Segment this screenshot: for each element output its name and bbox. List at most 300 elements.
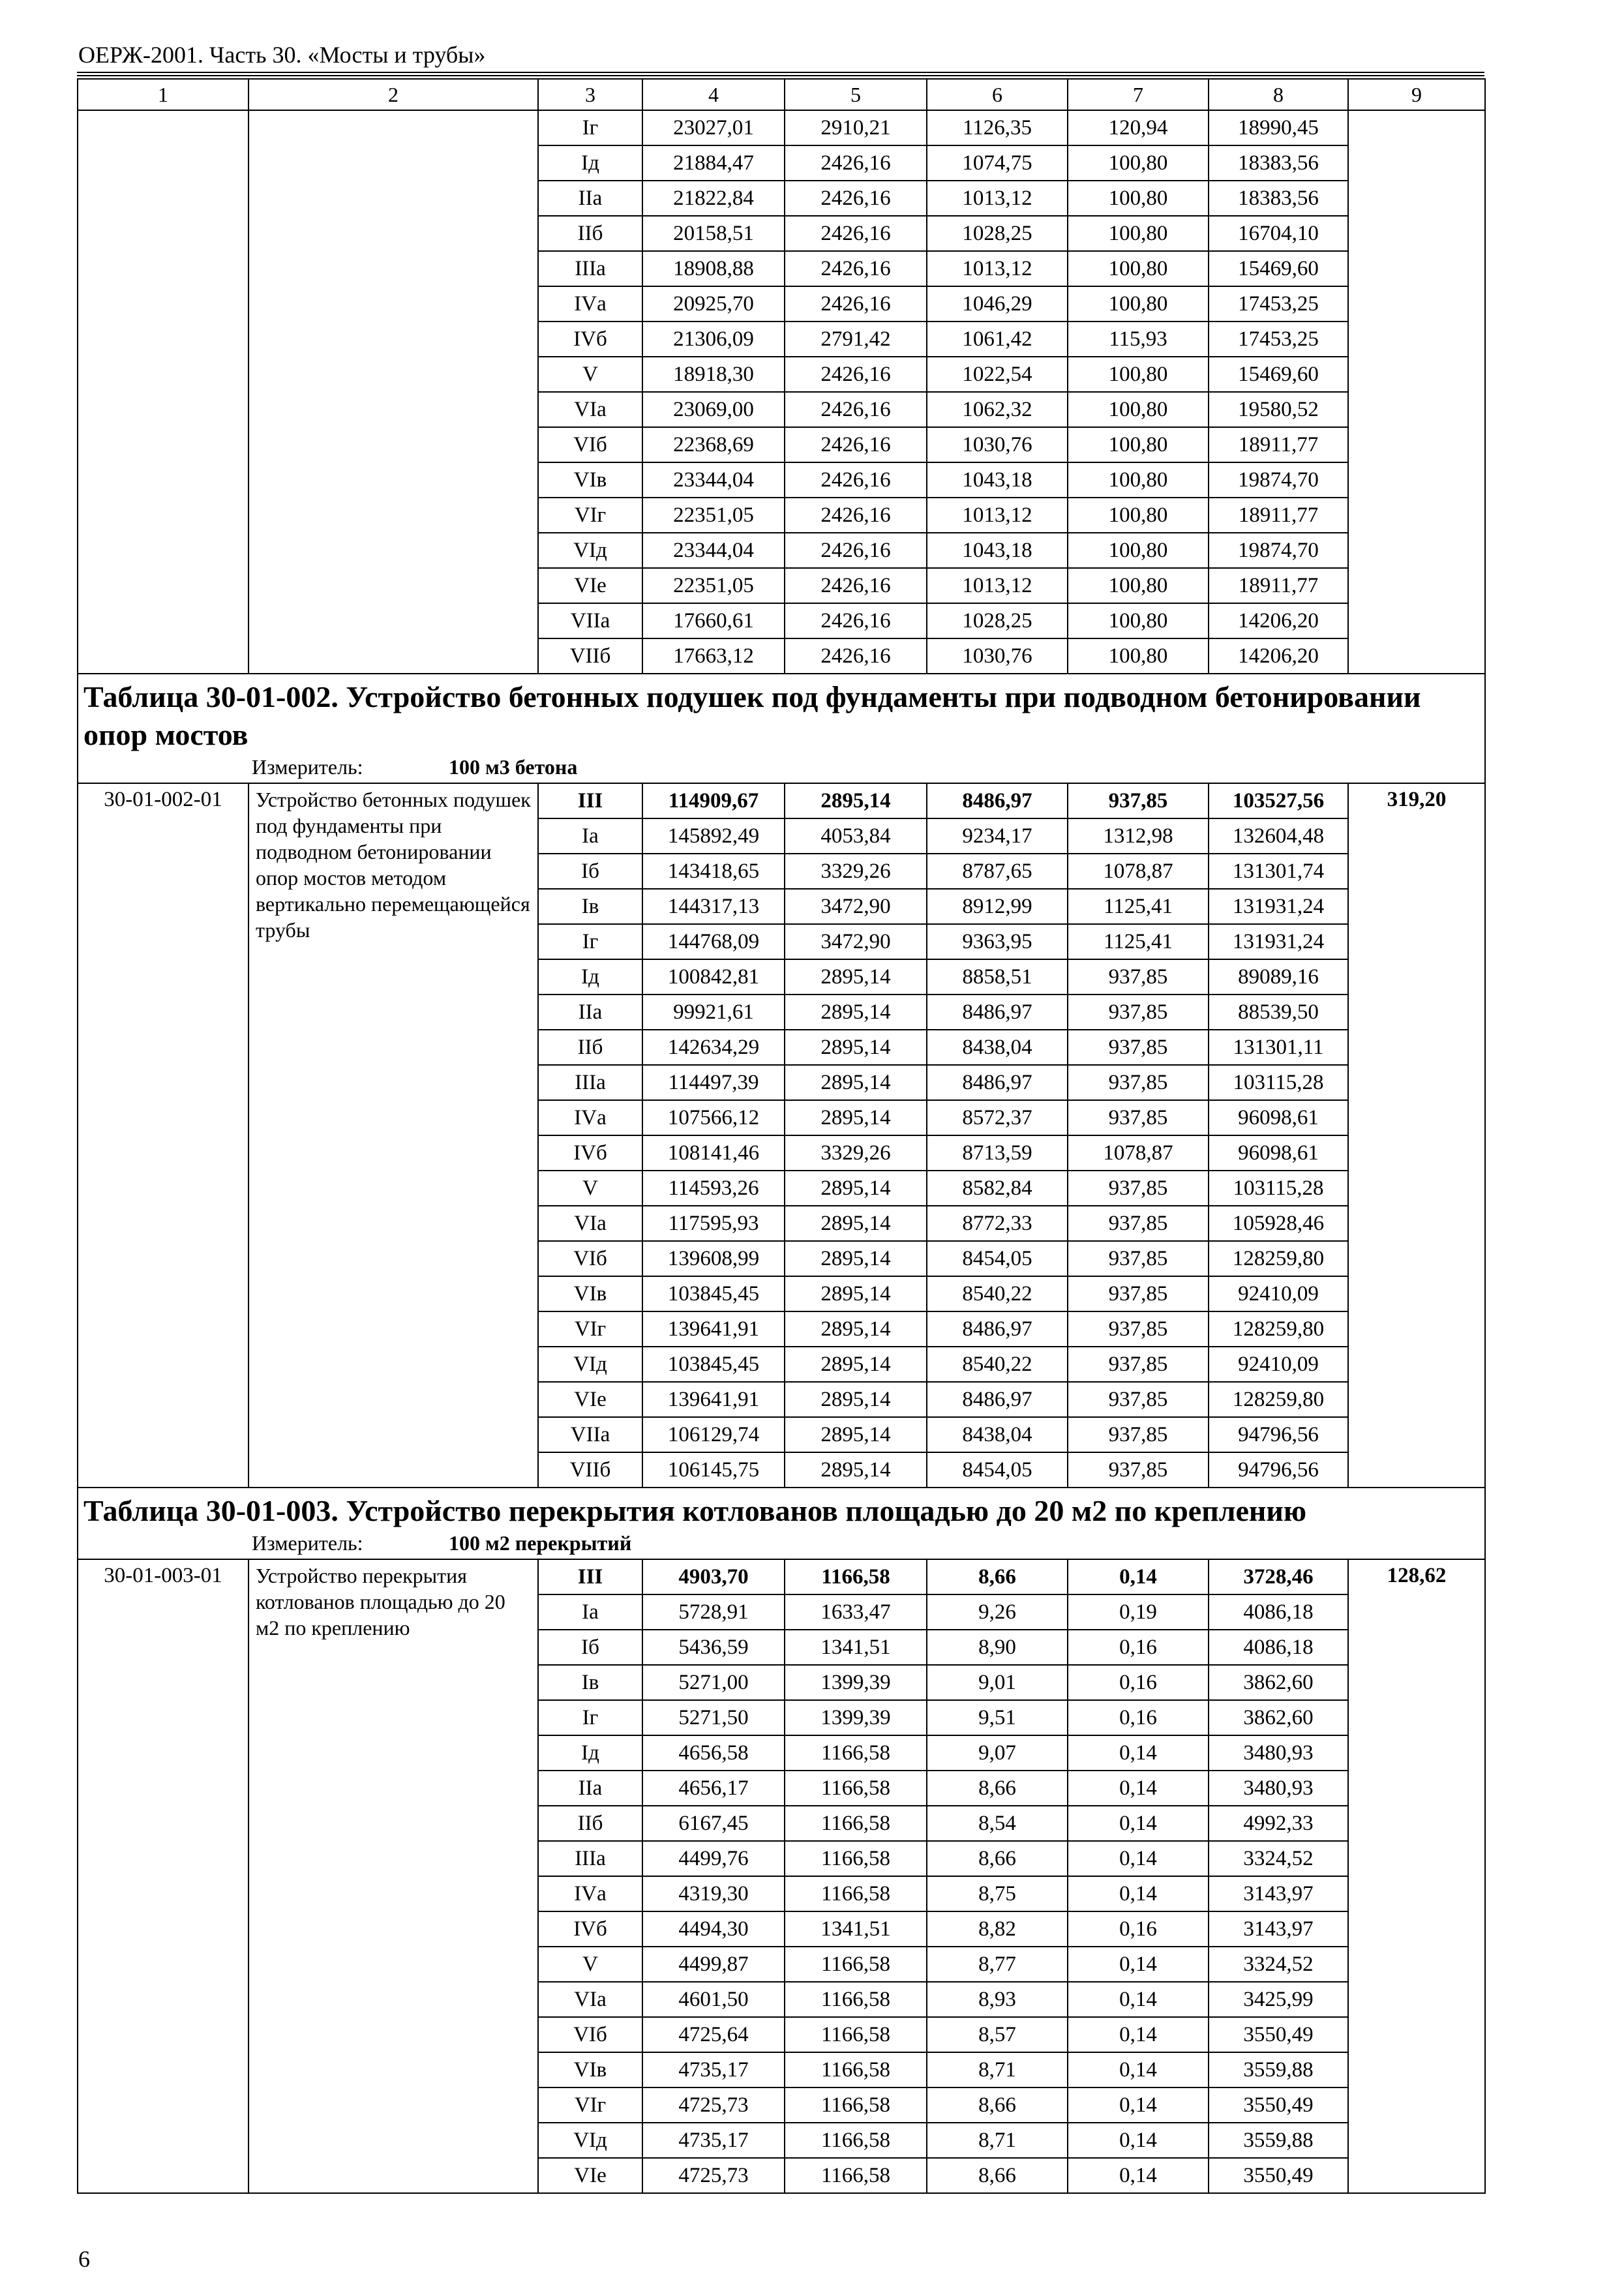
machinist-wages: 100,80 [1068,392,1209,427]
direct-costs: 114593,26 [642,1171,785,1206]
machinist-wages: 937,85 [1068,1452,1209,1488]
meter-line [83,754,1479,780]
materials-cost: 3550,49 [1209,2017,1348,2052]
labor-wages: 2895,14 [785,1452,927,1488]
labor-wages: 2791,42 [785,322,927,357]
code-cell-empty [78,110,248,674]
machinist-wages: 937,85 [1068,959,1209,995]
machinist-wages: 0,14 [1068,1735,1209,1771]
machine-costs: 1028,25 [927,216,1068,251]
machine-costs: 9,01 [927,1665,1068,1700]
machine-costs: 9363,95 [927,924,1068,959]
territorial-class: IVб [538,1135,642,1171]
direct-costs: 5271,50 [642,1700,785,1735]
meter-value: 100 м2 перекрытий [449,1531,632,1555]
machinist-wages: 1078,87 [1068,1135,1209,1171]
labor-wages: 1166,58 [785,1806,927,1841]
materials-cost: 18911,77 [1209,568,1348,603]
direct-costs: 4903,70 [642,1559,785,1594]
direct-costs: 18908,88 [642,251,785,286]
machinist-wages: 0,14 [1068,1876,1209,1911]
labor-wages: 3329,26 [785,854,927,889]
territorial-class: Iв [538,1665,642,1700]
direct-costs: 99921,61 [642,995,785,1030]
direct-costs: 17660,61 [642,603,785,638]
direct-costs: 4656,17 [642,1771,785,1806]
direct-costs: 4735,17 [642,2052,785,2087]
column-number: 3 [538,79,642,110]
direct-costs: 144768,09 [642,924,785,959]
rate-code: 30-01-003-01 [78,1559,248,2193]
labor-wages: 2895,14 [785,1100,927,1135]
labor-wages: 2895,14 [785,1206,927,1241]
machine-costs: 9,51 [927,1700,1068,1735]
machinist-wages: 0,14 [1068,2123,1209,2158]
labor-wages: 2426,16 [785,533,927,568]
direct-costs: 103845,45 [642,1276,785,1311]
machine-costs: 1028,25 [927,603,1068,638]
territorial-class: VIд [538,2123,642,2158]
machine-costs: 1013,12 [927,498,1068,533]
table-title: Таблица 30-01-003. Устройство перекрытия котлованов площадью до 20 м2 по креплению [83,1494,1307,1527]
direct-costs: 6167,45 [642,1806,785,1841]
direct-costs: 22351,05 [642,498,785,533]
materials-cost: 88539,50 [1209,995,1348,1030]
machinist-wages: 100,80 [1068,181,1209,216]
machinist-wages: 100,80 [1068,251,1209,286]
materials-cost: 4992,33 [1209,1806,1348,1841]
direct-costs: 143418,65 [642,854,785,889]
machinist-wages: 100,80 [1068,357,1209,392]
machinist-wages: 0,14 [1068,2052,1209,2087]
direct-costs: 4725,73 [642,2158,785,2193]
direct-costs: 4499,76 [642,1841,785,1876]
labor-wages: 2426,16 [785,462,927,498]
materials-cost: 3324,52 [1209,1841,1348,1876]
machine-costs: 1022,54 [927,357,1068,392]
labor-wages: 2895,14 [785,1030,927,1065]
direct-costs: 17663,12 [642,638,785,674]
meter-value: 100 м3 бетона [449,755,578,779]
materials-cost: 94796,56 [1209,1417,1348,1452]
direct-costs: 5271,00 [642,1665,785,1700]
direct-costs: 4499,87 [642,1947,785,1982]
direct-costs: 139608,99 [642,1241,785,1276]
materials-cost: 19874,70 [1209,533,1348,568]
materials-cost: 15469,60 [1209,251,1348,286]
direct-costs: 23069,00 [642,392,785,427]
machine-costs: 8486,97 [927,1382,1068,1417]
labor-wages: 2895,14 [785,783,927,818]
labor-wages: 4053,84 [785,818,927,854]
territorial-class: VIа [538,392,642,427]
machinist-wages: 100,80 [1068,462,1209,498]
page-number: 6 [78,2246,90,2272]
header-rule [77,72,1484,73]
machinist-wages: 0,14 [1068,1982,1209,2017]
territorial-class: Iб [538,854,642,889]
territorial-class: Iг [538,1700,642,1735]
direct-costs: 4656,58 [642,1735,785,1771]
materials-cost: 14206,20 [1209,603,1348,638]
materials-cost: 4086,18 [1209,1630,1348,1665]
territorial-class: VIе [538,568,642,603]
labor-wages: 1166,58 [785,2087,927,2123]
machinist-wages: 0,14 [1068,2017,1209,2052]
machinist-wages: 937,85 [1068,1417,1209,1452]
machinist-wages: 937,85 [1068,995,1209,1030]
machinist-wages: 1078,87 [1068,854,1209,889]
direct-costs: 4601,50 [642,1982,785,2017]
machinist-wages: 100,80 [1068,498,1209,533]
materials-cost: 131931,24 [1209,889,1348,924]
machinist-wages: 1125,41 [1068,889,1209,924]
labor-total: 128,62 [1348,1559,1485,2193]
materials-cost: 17453,25 [1209,286,1348,322]
territorial-class: IIIа [538,1841,642,1876]
table-title: Таблица 30-01-002. Устройство бетонных подушек под фундаменты при подводном бетонировании опор мостов [83,680,1421,751]
labor-wages: 1166,58 [785,1947,927,1982]
labor-wages: 2426,16 [785,638,927,674]
direct-costs: 5728,91 [642,1594,785,1630]
territorial-class: VIа [538,1206,642,1241]
labor-wages: 1166,58 [785,2158,927,2193]
machine-costs: 1046,29 [927,286,1068,322]
labor-wages: 2426,16 [785,498,927,533]
materials-cost: 128259,80 [1209,1382,1348,1417]
machine-costs: 1013,12 [927,181,1068,216]
labor-wages: 1633,47 [785,1594,927,1630]
column-number: 6 [927,79,1068,110]
labor-wages: 2895,14 [785,1241,927,1276]
machinist-wages: 937,85 [1068,783,1209,818]
materials-cost: 3425,99 [1209,1982,1348,2017]
direct-costs: 107566,12 [642,1100,785,1135]
territorial-class: VIб [538,2017,642,2052]
machine-costs: 8,71 [927,2123,1068,2158]
machinist-wages: 0,16 [1068,1665,1209,1700]
machine-costs: 8486,97 [927,1311,1068,1347]
machine-costs: 8454,05 [927,1452,1068,1488]
machinist-wages: 937,85 [1068,1065,1209,1100]
machinist-wages: 937,85 [1068,1100,1209,1135]
territorial-class: V [538,1947,642,1982]
table-section-cell [78,674,1485,783]
direct-costs: 139641,91 [642,1382,785,1417]
machine-costs: 9,26 [927,1594,1068,1630]
rate-row [78,110,1485,145]
rates-table [77,78,1486,2194]
labor-wages: 2426,16 [785,392,927,427]
labor-wages: 1166,58 [785,1982,927,2017]
labor-wages: 2895,14 [785,1171,927,1206]
territorial-class: V [538,357,642,392]
materials-cost: 3143,97 [1209,1911,1348,1947]
machinist-wages: 0,19 [1068,1594,1209,1630]
machinist-wages: 100,80 [1068,427,1209,462]
materials-cost: 131301,11 [1209,1030,1348,1065]
direct-costs: 145892,49 [642,818,785,854]
machine-costs: 8,93 [927,1982,1068,2017]
materials-cost: 132604,48 [1209,818,1348,854]
direct-costs: 114497,39 [642,1065,785,1100]
running-header: ОЕРЖ-2001. Часть 30. «Мосты и трубы» [78,42,486,68]
header-rule-second [77,75,1484,76]
machinist-wages: 0,14 [1068,2087,1209,2123]
territorial-class: Iг [538,110,642,145]
materials-cost: 18383,56 [1209,145,1348,181]
territorial-class: Iб [538,1630,642,1665]
machinist-wages: 937,85 [1068,1206,1209,1241]
territorial-class: VIа [538,1982,642,2017]
territorial-class: IIа [538,181,642,216]
territorial-class: VIIа [538,603,642,638]
labor-wages: 2895,14 [785,959,927,995]
machinist-wages: 100,80 [1068,145,1209,181]
direct-costs: 4725,73 [642,2087,785,2123]
labor-wages: 1341,51 [785,1630,927,1665]
table-section-header [78,674,1485,783]
materials-cost: 96098,61 [1209,1100,1348,1135]
territorial-class: IVб [538,322,642,357]
territorial-class: V [538,1171,642,1206]
machinist-wages: 100,80 [1068,638,1209,674]
materials-cost: 3559,88 [1209,2052,1348,2087]
territorial-class: VIв [538,2052,642,2087]
materials-cost: 103527,56 [1209,783,1348,818]
machinist-wages: 0,14 [1068,1947,1209,1982]
territorial-class: IVа [538,1100,642,1135]
labor-wages: 2895,14 [785,1417,927,1452]
territorial-class: VIг [538,2087,642,2123]
materials-cost: 3862,60 [1209,1700,1348,1735]
materials-cost: 3550,49 [1209,2087,1348,2123]
territorial-class: IIб [538,216,642,251]
labor-wages: 2426,16 [785,286,927,322]
labor-wages: 1166,58 [785,1735,927,1771]
machine-costs: 8,77 [927,1947,1068,1982]
territorial-class: VIIа [538,1417,642,1452]
direct-costs: 22368,69 [642,427,785,462]
territorial-class: Iа [538,818,642,854]
labor-wages: 2910,21 [785,110,927,145]
machine-costs: 1030,76 [927,427,1068,462]
materials-cost: 3550,49 [1209,2158,1348,2193]
machinist-wages: 0,16 [1068,1700,1209,1735]
materials-cost: 105928,46 [1209,1206,1348,1241]
materials-cost: 18990,45 [1209,110,1348,145]
labor-wages: 2895,14 [785,1065,927,1100]
materials-cost: 18911,77 [1209,427,1348,462]
materials-cost: 3480,93 [1209,1735,1348,1771]
table-section-header [78,1488,1485,1559]
machinist-wages: 100,80 [1068,216,1209,251]
materials-cost: 18911,77 [1209,498,1348,533]
materials-cost: 3143,97 [1209,1876,1348,1911]
territorial-class: III [538,783,642,818]
meter-label: Измеритель: [252,1531,363,1555]
machinist-wages: 937,85 [1068,1276,1209,1311]
materials-cost: 19580,52 [1209,392,1348,427]
direct-costs: 23344,04 [642,533,785,568]
column-number-row [78,79,1485,110]
labor-wages: 2895,14 [785,1311,927,1347]
column-number: 9 [1348,79,1485,110]
materials-cost: 17453,25 [1209,322,1348,357]
labor-wages: 1166,58 [785,1876,927,1911]
column-number: 5 [785,79,927,110]
territorial-class: VIе [538,2158,642,2193]
rates-table-body [78,79,1485,2193]
territorial-class: IVа [538,286,642,322]
rate-row [78,1559,1485,1594]
labor-wages: 2895,14 [785,1382,927,1417]
materials-cost: 3728,46 [1209,1559,1348,1594]
materials-cost: 4086,18 [1209,1594,1348,1630]
direct-costs: 21306,09 [642,322,785,357]
labor-wages: 2426,16 [785,216,927,251]
machine-costs: 1062,32 [927,392,1068,427]
machine-costs: 8,57 [927,2017,1068,2052]
labor-wages: 1399,39 [785,1665,927,1700]
territorial-class: Iа [538,1594,642,1630]
machinist-wages: 937,85 [1068,1347,1209,1382]
machine-costs: 8912,99 [927,889,1068,924]
materials-cost: 19874,70 [1209,462,1348,498]
labor-wages: 1166,58 [785,2052,927,2087]
machine-costs: 8,66 [927,2158,1068,2193]
direct-costs: 139641,91 [642,1311,785,1347]
materials-cost: 16704,10 [1209,216,1348,251]
machine-costs: 8,54 [927,1806,1068,1841]
machine-costs: 8,66 [927,1559,1068,1594]
territorial-class: Iд [538,145,642,181]
meter-label: Измеритель: [252,755,363,779]
materials-cost: 103115,28 [1209,1065,1348,1100]
materials-cost: 128259,80 [1209,1241,1348,1276]
machinist-wages: 100,80 [1068,603,1209,638]
labor-wages: 2895,14 [785,1347,927,1382]
machine-costs: 9,07 [927,1735,1068,1771]
machinist-wages: 0,14 [1068,1841,1209,1876]
machinist-wages: 0,14 [1068,1559,1209,1594]
territorial-class: IIIа [538,251,642,286]
description-cell-empty [248,110,538,674]
territorial-class: Iд [538,959,642,995]
labor-cell-empty [1348,110,1485,674]
machine-costs: 1074,75 [927,145,1068,181]
materials-cost: 14206,20 [1209,638,1348,674]
machinist-wages: 100,80 [1068,568,1209,603]
labor-wages: 2895,14 [785,995,927,1030]
machine-costs: 8,82 [927,1911,1068,1947]
machinist-wages: 120,94 [1068,110,1209,145]
materials-cost: 3324,52 [1209,1947,1348,1982]
column-number: 4 [642,79,785,110]
machine-costs: 8486,97 [927,995,1068,1030]
machine-costs: 8540,22 [927,1276,1068,1311]
machine-costs: 8858,51 [927,959,1068,995]
rate-description: Устройство бетонных подушек под фундаменты при подводном бетонировании опор мостов методом вертикально перемещающейся трубы [248,783,538,1488]
direct-costs: 106129,74 [642,1417,785,1452]
machinist-wages: 1125,41 [1068,924,1209,959]
direct-costs: 22351,05 [642,568,785,603]
materials-cost: 3862,60 [1209,1665,1348,1700]
machine-costs: 8486,97 [927,1065,1068,1100]
machine-costs: 1043,18 [927,462,1068,498]
direct-costs: 4725,64 [642,2017,785,2052]
rate-row [78,783,1485,818]
direct-costs: 21822,84 [642,181,785,216]
labor-wages: 1166,58 [785,1771,927,1806]
machinist-wages: 0,14 [1068,1806,1209,1841]
direct-costs: 18918,30 [642,357,785,392]
machinist-wages: 100,80 [1068,533,1209,568]
direct-costs: 106145,75 [642,1452,785,1488]
rate-description: Устройство перекрытия котлованов площадью до 20 м2 по креплению [248,1559,538,2193]
direct-costs: 4319,30 [642,1876,785,1911]
direct-costs: 144317,13 [642,889,785,924]
territorial-class: VIд [538,533,642,568]
territorial-class: IIб [538,1030,642,1065]
column-number: 2 [248,79,538,110]
machine-costs: 8,66 [927,1841,1068,1876]
territorial-class: III [538,1559,642,1594]
direct-costs: 100842,81 [642,959,785,995]
territorial-class: Iв [538,889,642,924]
labor-wages: 2426,16 [785,251,927,286]
machinist-wages: 0,14 [1068,2158,1209,2193]
machine-costs: 8454,05 [927,1241,1068,1276]
materials-cost: 15469,60 [1209,357,1348,392]
materials-cost: 128259,80 [1209,1311,1348,1347]
column-number: 1 [78,79,248,110]
direct-costs: 20925,70 [642,286,785,322]
machine-costs: 8540,22 [927,1347,1068,1382]
labor-wages: 1166,58 [785,1841,927,1876]
machine-costs: 1013,12 [927,251,1068,286]
column-number: 7 [1068,79,1209,110]
machinist-wages: 937,85 [1068,1171,1209,1206]
machine-costs: 1013,12 [927,568,1068,603]
direct-costs: 5436,59 [642,1630,785,1665]
machinist-wages: 937,85 [1068,1382,1209,1417]
territorial-class: VIв [538,462,642,498]
direct-costs: 103845,45 [642,1347,785,1382]
materials-cost: 18383,56 [1209,181,1348,216]
labor-wages: 3329,26 [785,1135,927,1171]
machine-costs: 8438,04 [927,1030,1068,1065]
machinist-wages: 0,16 [1068,1911,1209,1947]
territorial-class: IVб [538,1911,642,1947]
territorial-class: IIб [538,1806,642,1841]
machinist-wages: 0,14 [1068,1771,1209,1806]
territorial-class: IIа [538,1771,642,1806]
labor-wages: 3472,90 [785,924,927,959]
labor-wages: 2426,16 [785,357,927,392]
territorial-class: VIе [538,1382,642,1417]
machine-costs: 8,90 [927,1630,1068,1665]
territorial-class: IIIа [538,1065,642,1100]
labor-wages: 3472,90 [785,889,927,924]
machine-costs: 8713,59 [927,1135,1068,1171]
machinist-wages: 0,16 [1068,1630,1209,1665]
direct-costs: 23027,01 [642,110,785,145]
territorial-class: VIд [538,1347,642,1382]
machine-costs: 8,71 [927,2052,1068,2087]
labor-wages: 2895,14 [785,1276,927,1311]
machinist-wages: 1312,98 [1068,818,1209,854]
